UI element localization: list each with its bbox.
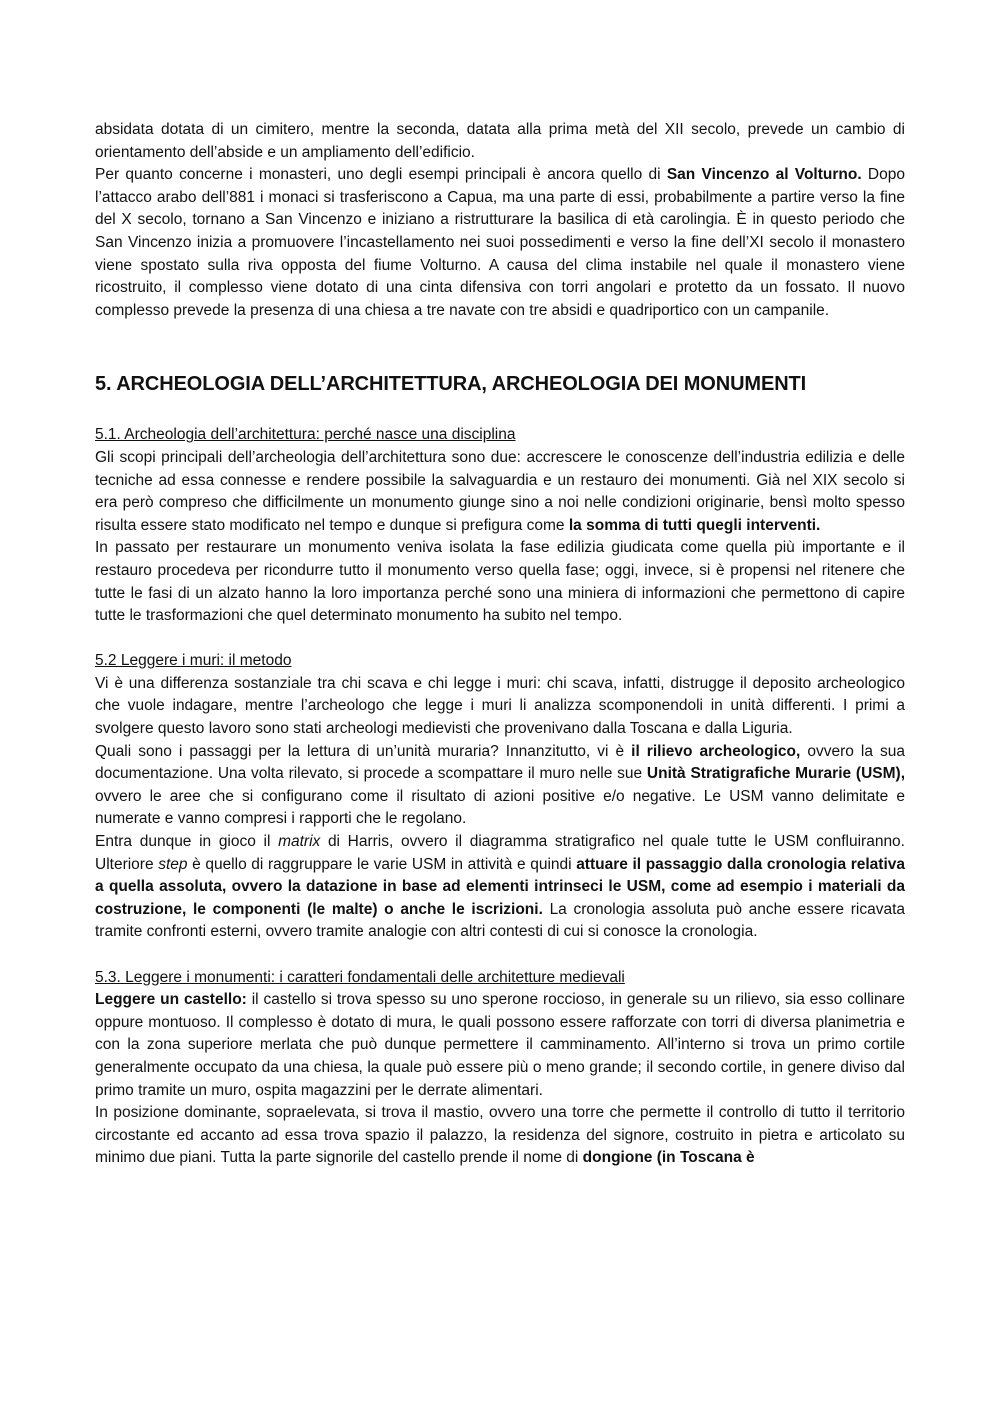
text-run: il castello si trova spesso su uno sperone roccioso, in generale su un rilievo, sia esso collinare oppure montuoso. Il complesso è dotato di mura, le quali possono essere rafforzate con torri di diversa planimetria e con la zona superiore merlata che può dunque permettere il camminamento. All’interno si trova un primo cortile generalmente occupato da una chiesa, la quale può essere più o meno grande; il secondo cortile, in genere diviso dal primo tramite un muro, ospita magazzini per le derrate alimentari.: [95, 991, 905, 1099]
italic-run: step: [158, 855, 188, 873]
text-run: Quali sono i passaggi per la lettura di un’unità muraria? Innanzitutto, vi è: [95, 742, 632, 760]
paragraph: [95, 741, 905, 831]
text-run: ovvero la sua documentazione. Una volta rilevato, si procede a scompattare il muro nelle sue: [95, 742, 905, 783]
text-run: Per quanto concerne i monasteri, uno degli esempi principali è ancora quello di: [95, 166, 667, 184]
paragraph: Vi è una differenza sostanziale tra chi scava e chi legge i muri: chi scava, infatti, distrugge il deposito archeologico che vuole indagare, mentre l’archeologo che legge i muri li analizza scomponendoli in unità differenti. I primi a svolgere questo lavoro sono stati archeologi medievisti che provenivano dalla Toscana e dalla Liguria.: [95, 674, 905, 738]
text-run: Gli scopi principali dell’archeologia dell’architettura sono due: accrescere le conoscenze dell’industria edilizia e delle tecniche ad essa connesse e rendere possibile la salvaguardia e un restauro dei monumenti. Già nel XIX secolo si era però compreso che difficilmente un monumento giunge sino a noi nelle condizioni originarie, bensì molto spesso risulta essere stato modificato nel tempo e dunque si prefigura come: [95, 448, 905, 534]
paragraph: [95, 831, 905, 944]
document-body: [95, 119, 905, 1170]
text-run: di Harris, ovvero il diagramma stratigrafico nel quale tutte le USM confluiranno. Ulteriore: [95, 833, 905, 873]
text-run: Dopo l’attacco arabo dell’881 i monaci si trasferiscono a Capua, ma una parte di essi, probabilmente a partire verso la fine del X secolo, tornano a San Vincenzo e iniziano a ristrutturare la basilica di età carolingia. È in questo periodo che San Vincenzo inizia a promuovere l’incastellamento nei suoi possedimenti e verso la fine dell’XI secolo il monastero viene spostato sulla riva opposta del fiume Volturno. A causa del clima instabile nel quale il monastero viene ricostruito, il complesso viene dotato di una cinta difensiva con torri angolari e protetto da un fossato. Il nuovo complesso prevede la presenza di una chiesa a tre navate con tre absidi e quadriportico con un campanile.: [95, 166, 905, 319]
paragraph: absidata dotata di un cimitero, mentre la seconda, datata alla prima metà del XII secolo, prevede un cambio di orientamento dell’abside e un ampliamento dell’edificio.: [95, 121, 905, 161]
text-run: ovvero le aree che si configurano come il risultato di azioni positive e/o negative. Le USM vanno delimitate e numerate e vanno compresi i rapporti che le regolano.: [95, 787, 905, 828]
subsection-heading: 5.3. Leggere i monumenti: i caratteri fondamentali delle architetture medievali: [95, 968, 625, 986]
italic-run: matrix: [278, 833, 321, 851]
paragraph: In passato per restaurare un monumento veniva isolata la fase edilizia giudicata come quella più importante e il restauro procedeva per ricondurre tutto il monumento verso quella fase; oggi, invece, si è propensi nel ritenere che tutte le fasi di un alzato hanno la loro importanza perché sono una miniera di informazioni che permettono di capire tutte le trasformazioni che quel determinato monumento ha subito nel tempo.: [95, 539, 905, 625]
text-run: In posizione dominante, sopraelevata, si trova il mastio, ovvero una torre che permette il controllo di tutto il territorio circostante ed accanto ad essa trova spazio il palazzo, la residenza del signore, costruito in pietra e articolato su minimo due piani. Tutta la parte signorile del castello prende il nome di: [95, 1104, 905, 1167]
bold-run: la somma di tutti quegli interventi.: [568, 516, 821, 534]
paragraph: [95, 447, 905, 537]
section-heading: 5. ARCHEOLOGIA DELL’ARCHITETTURA, ARCHEOLOGIA DEI MONUMENTI: [95, 373, 807, 396]
subsection-heading: 5.1. Archeologia dell’architettura: perché nasce una disciplina: [95, 426, 516, 444]
text-run: La cronologia assoluta può anche essere ricavata tramite confronti esterni, ovvero tramite analogie con altri contesti di cui si conosce la cronologia.: [95, 900, 906, 941]
paragraph: [95, 989, 905, 1102]
bold-run: Unità Stratigrafiche Murarie (USM),: [646, 765, 905, 783]
spacer: [95, 944, 905, 967]
bold-run: dongione (in Toscana è: [582, 1149, 755, 1167]
subsection-heading: 5.2 Leggere i muri: il metodo: [95, 652, 292, 670]
paragraph: [95, 164, 905, 322]
bold-run: Leggere un castello:: [95, 991, 247, 1009]
paragraph: [95, 1102, 905, 1170]
text-run: Entra dunque in gioco il: [95, 833, 279, 851]
text-run: è quello di raggruppare le varie USM in attività e quindi: [187, 855, 577, 873]
bold-run: San Vincenzo al Volturno.: [666, 166, 862, 184]
bold-run: attuare il passaggio dalla cronologia relativa a quella assoluta, ovvero la datazione in base ad elementi intrinseci le USM, come ad esempio i materiali da costruzione, le componenti (le malte) o anche le iscrizioni.: [95, 855, 905, 918]
spacer: [95, 628, 905, 651]
bold-run: il rilievo archeologico,: [631, 742, 801, 760]
